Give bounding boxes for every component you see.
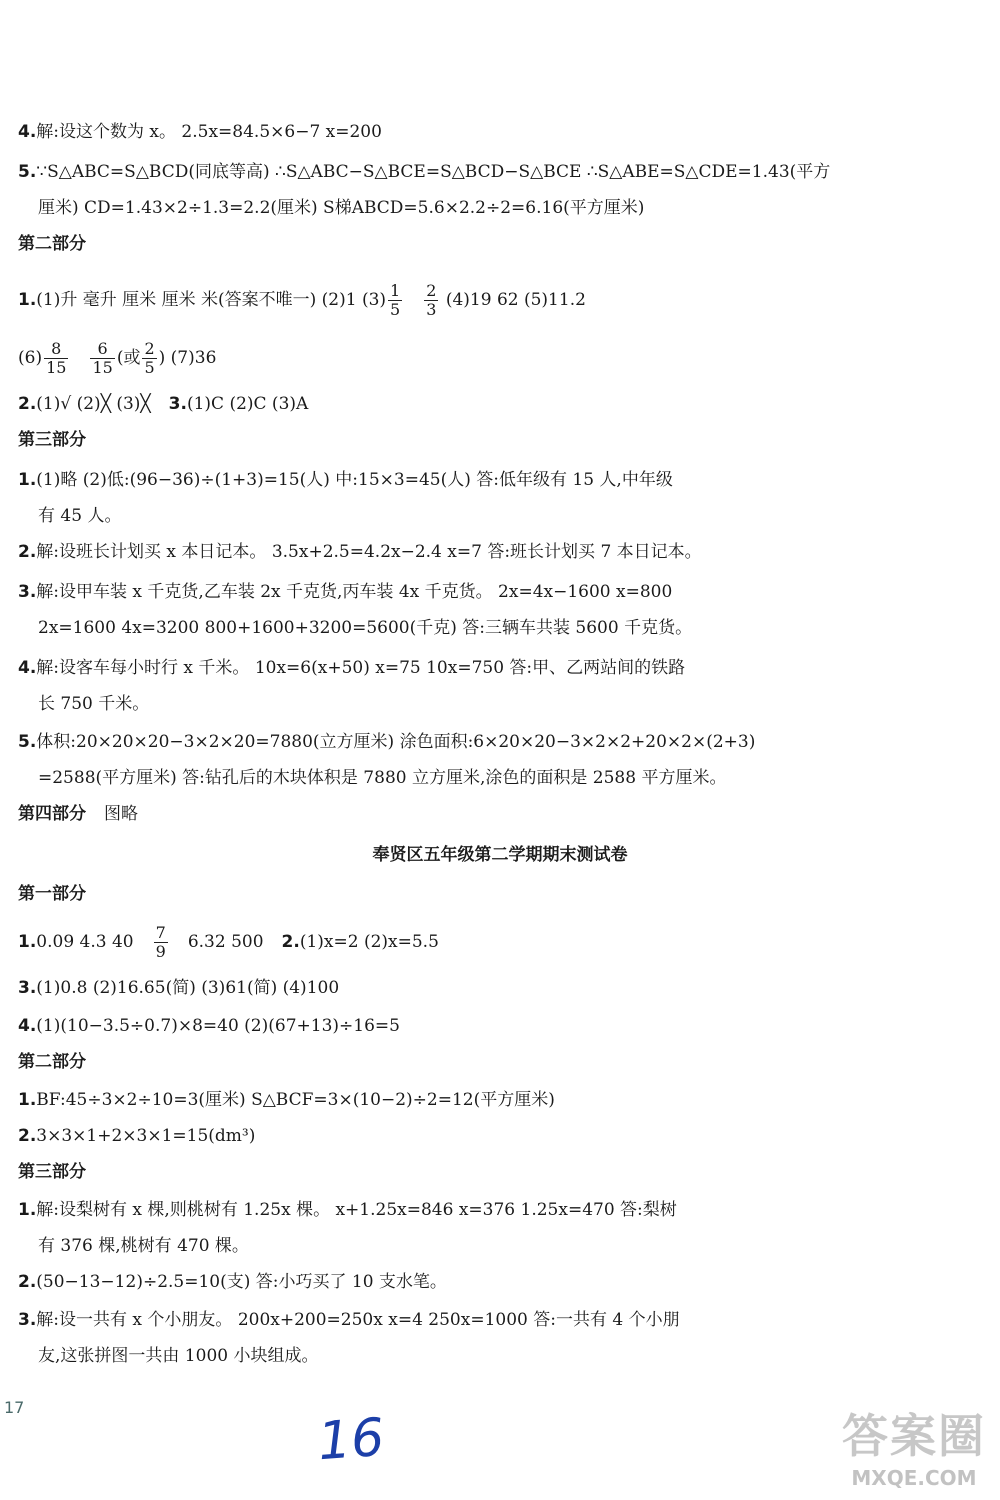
answer-text: 0.09 4.3 40 — [36, 932, 134, 952]
answer-text: 解:设梨树有 x 棵,则桃树有 1.25x 棵。 x+1.25x=846 x=376 1.25x=470 答:梨树 — [36, 1200, 677, 1220]
answer-text: 体积:20×20×20−3×2×20=7880(立方厘米) 涂色面积:6×20×20−3×2×2+20×2×(2+3) — [36, 732, 756, 752]
fraction-numerator: 2 — [426, 281, 437, 300]
answer-line — [18, 1198, 980, 1222]
item-number: 1. — [18, 1200, 37, 1220]
item-number: 1. — [18, 290, 37, 310]
corner-page-mark: 17 — [4, 1398, 25, 1417]
answer-line — [38, 1344, 980, 1368]
fraction — [154, 924, 168, 961]
section-heading: 第三部分 — [18, 1162, 86, 1182]
answer-line — [18, 1124, 980, 1148]
section-heading: 第一部分 — [18, 884, 86, 904]
item-number: 4. — [18, 122, 37, 142]
answer-line — [38, 766, 980, 790]
fraction — [44, 340, 68, 377]
answer-text: 解:设班长计划买 x 本日记本。 3.5x+2.5=4.2x−2.4 x=7 答:班长计划买 7 本日记本。 — [36, 542, 702, 562]
item-number: 2. — [18, 1272, 37, 1292]
answer-text: ) (7)36 — [158, 348, 217, 368]
answer-line — [18, 468, 980, 492]
fraction — [90, 340, 114, 377]
answer-text: (4)19 62 (5)11.2 — [440, 290, 586, 310]
watermark-url: MXQE.COM — [851, 1466, 977, 1490]
fraction-numerator: 2 — [144, 339, 155, 358]
answer-text: 友,这张拼图一共由 1000 小块组成。 — [38, 1346, 319, 1366]
fraction-numerator: 6 — [90, 340, 114, 359]
item-number: 5. — [18, 732, 37, 752]
watermark-main-text: 答案圈 — [842, 1409, 986, 1463]
answer-line — [38, 1234, 980, 1258]
item-number: 4. — [18, 658, 37, 678]
item-number: 3. — [18, 1310, 37, 1330]
answer-text: 6.32 500 — [187, 932, 264, 952]
fraction-numerator: 1 — [390, 281, 401, 300]
item-number: 3. — [168, 394, 187, 414]
answer-text: 有 376 棵,桃树有 470 棵。 — [38, 1236, 249, 1256]
fraction-denominator: 15 — [46, 358, 67, 377]
item-number: 1. — [18, 932, 37, 952]
answer-text: (或 — [116, 348, 141, 368]
answer-line — [18, 540, 980, 564]
item-number: 2. — [18, 394, 37, 414]
fraction — [388, 282, 402, 319]
answer-text: (1)x=2 (2)x=5.5 — [299, 932, 439, 952]
answer-text: 解:设这个数为 x。 2.5x=84.5×6−7 x=200 — [36, 122, 382, 142]
answer-line — [38, 504, 980, 528]
answer-text: (1)(10−3.5÷0.7)×8=40 (2)(67+13)÷16=5 — [36, 1016, 400, 1036]
item-number: 3. — [18, 582, 37, 602]
answer-line — [18, 730, 980, 754]
item-number: 2. — [18, 542, 37, 562]
answer-line — [18, 924, 980, 961]
answer-line — [18, 392, 980, 416]
answer-text: (1)升 毫升 厘米 厘米 米(答案不唯一) (2)1 (3) — [36, 290, 387, 310]
answer-text: (1)0.8 (2)16.65(简) (3)61(简) (4)100 — [36, 978, 340, 998]
answer-text: 有 45 人。 — [38, 506, 122, 526]
item-number: 3. — [18, 978, 37, 998]
item-number: 1. — [18, 470, 37, 490]
answer-line — [18, 1270, 980, 1294]
answer-line — [18, 160, 980, 184]
fraction-denominator: 15 — [92, 358, 113, 377]
answer-text: 3×3×1+2×3×1=15(dm³) — [36, 1126, 256, 1146]
answer-line — [38, 692, 980, 716]
exam-title: 奉贤区五年级第二学期期末测试卷 — [372, 845, 628, 865]
answer-line — [18, 1308, 980, 1332]
answer-line — [38, 616, 980, 640]
item-number: 5. — [18, 162, 37, 182]
answer-text: 2x=1600 4x=3200 800+1600+3200=5600(千克) 答:三辆车共装 5600 千克货。 — [38, 618, 693, 638]
fraction-denominator: 3 — [426, 300, 437, 319]
item-number: 2. — [281, 932, 300, 952]
answer-text: (1)略 (2)低:(96−36)÷(1+3)=15(人) 中:15×3=45(人) 答:低年级有 15 人,中年级 — [36, 470, 673, 490]
answer-line — [38, 196, 980, 220]
answer-text: 解:设客车每小时行 x 千米。 10x=6(x+50) x=75 10x=750 答:甲、乙两站间的铁路 — [36, 658, 686, 678]
answer-line — [18, 656, 980, 680]
fraction-denominator: 5 — [144, 358, 155, 377]
answer-line — [18, 580, 980, 604]
answer-line — [18, 120, 980, 144]
answer-text: ∵S△ABC=S△BCD(同底等高) ∴S△ABC−S△BCE=S△BCD−S△BCE ∴S△ABE=S△CDE=1.43(平方 — [36, 162, 831, 182]
section-heading: 第二部分 — [18, 234, 86, 254]
section-heading — [18, 802, 980, 826]
fraction-numerator: 7 — [155, 923, 166, 942]
answer-text: 长 750 千米。 — [38, 694, 150, 714]
answer-line — [18, 1088, 980, 1112]
fraction-denominator: 9 — [155, 942, 166, 961]
handwritten-page-number: 16 — [315, 1407, 387, 1473]
answer-text: 厘米) CD=1.43×2÷1.3=2.2(厘米) S梯ABCD=5.6×2.2÷2=6.16(平方厘米) — [38, 198, 645, 218]
answer-line — [18, 340, 980, 377]
fraction — [142, 340, 156, 377]
section-note: 图略 — [104, 804, 138, 824]
answer-line — [18, 976, 980, 1000]
section-heading-label: 第四部分 — [18, 804, 86, 824]
answer-text: 解:设一共有 x 个小朋友。 200x+200=250x x=4 250x=1000 答:一共有 4 个小朋 — [36, 1310, 680, 1330]
answer-line — [18, 282, 980, 319]
fraction-numerator: 8 — [44, 340, 68, 359]
answer-line — [18, 1014, 980, 1038]
fraction-denominator: 5 — [390, 300, 401, 319]
section-heading: 第三部分 — [18, 430, 86, 450]
answer-text: (6) — [18, 348, 43, 368]
answer-text: BF:45÷3×2÷10=3(厘米) S△BCF=3×(10−2)÷2=12(平方厘米) — [36, 1090, 555, 1110]
watermark-logo — [842, 1400, 986, 1490]
answer-text: 解:设甲车装 x 千克货,乙车装 2x 千克货,丙车装 4x 千克货。 2x=4x−1600 x=800 — [36, 582, 673, 602]
answer-text: (1)√ (2)╳ (3)╳ — [36, 394, 151, 414]
item-number: 2. — [18, 1126, 37, 1146]
section-heading: 第二部分 — [18, 1052, 86, 1072]
fraction — [424, 282, 438, 319]
item-number: 4. — [18, 1016, 37, 1036]
answer-text: =2588(平方厘米) 答:钻孔后的木块体积是 7880 立方厘米,涂色的面积是 2588 平方厘米。 — [38, 768, 727, 788]
answer-text: (50−13−12)÷2.5=10(支) 答:小巧买了 10 支水笔。 — [36, 1272, 447, 1292]
item-number: 1. — [18, 1090, 37, 1110]
answer-text: (1)C (2)C (3)A — [186, 394, 309, 414]
